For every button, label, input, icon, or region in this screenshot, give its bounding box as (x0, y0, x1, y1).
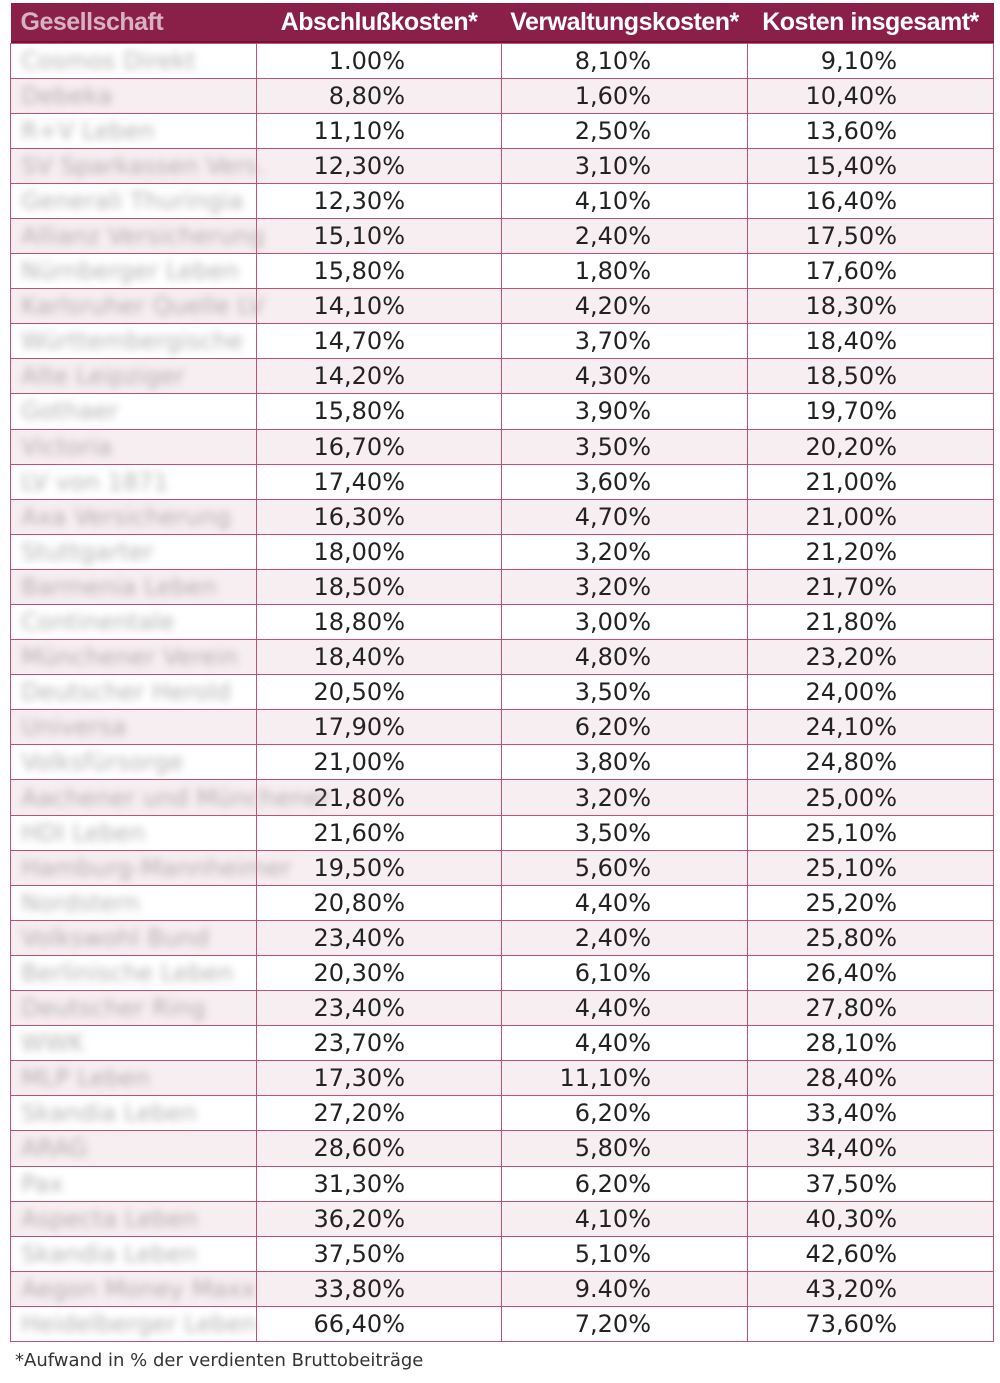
acquisition-cost-cell: 18,80% (257, 605, 502, 640)
company-name-blurred: Allianz Versicherung (21, 222, 265, 251)
acquisition-cost-cell: 28,60% (257, 1131, 502, 1166)
acquisition-cost-cell: 1.00% (257, 43, 502, 78)
total-cost-cell: 26,40% (748, 955, 994, 990)
company-name-cell (11, 710, 257, 745)
company-name-cell (11, 324, 257, 359)
company-name-blurred: R+V Leben (21, 116, 155, 145)
company-name-cell (11, 1096, 257, 1131)
company-name-cell (11, 605, 257, 640)
total-cost-cell: 21,00% (748, 499, 994, 534)
company-name-cell (11, 289, 265, 324)
company-name-cell (11, 78, 257, 113)
company-name-cell (11, 218, 265, 253)
acquisition-cost-cell: 8,80% (257, 78, 502, 113)
table-row (11, 1061, 994, 1096)
table-row (11, 1271, 994, 1306)
company-name-blurred: Continentale (21, 608, 175, 637)
admin-cost-cell: 3,00% (502, 605, 748, 640)
acquisition-cost-cell: 31,30% (257, 1166, 502, 1201)
total-cost-cell: 9,10% (748, 43, 994, 78)
admin-cost-cell: 3,60% (502, 464, 748, 499)
company-name-blurred: Alte Leipziger (21, 362, 185, 391)
table-row (11, 218, 994, 253)
total-cost-cell: 17,50% (748, 218, 994, 253)
header-admin-costs: Verwaltungskosten* (502, 3, 748, 43)
total-cost-cell: 25,20% (748, 885, 994, 920)
company-name-cell (11, 745, 257, 780)
table-row (11, 78, 994, 113)
table-header (11, 3, 994, 43)
company-name-blurred: Volkswohl Bund (21, 923, 210, 952)
admin-cost-cell: 3,50% (502, 815, 748, 850)
total-cost-cell: 34,40% (748, 1131, 994, 1166)
company-name-blurred: Deutscher Herold (21, 678, 231, 707)
table-row (11, 429, 994, 464)
company-name-blurred: Volksfürsorge (21, 748, 184, 777)
header-total-costs: Kosten insgesamt* (748, 3, 994, 43)
company-name-blurred: Axa Versicherung (21, 502, 232, 531)
table-row (11, 1166, 994, 1201)
total-cost-cell: 24,00% (748, 675, 994, 710)
admin-cost-cell: 4,30% (502, 359, 748, 394)
acquisition-cost-cell: 23,70% (257, 1026, 502, 1061)
table-row (11, 359, 994, 394)
company-name-cell (11, 1306, 257, 1341)
admin-cost-cell: 3,20% (502, 534, 748, 569)
company-name-cell (11, 499, 257, 534)
table-row (11, 991, 994, 1026)
admin-cost-cell: 3,20% (502, 569, 748, 604)
total-cost-cell: 10,40% (748, 78, 994, 113)
company-name-blurred: Aspecta Leben (21, 1204, 198, 1233)
company-name-blurred: Berlinische Leben (21, 958, 234, 987)
admin-cost-cell: 1,80% (502, 254, 748, 289)
acquisition-cost-cell: 17,30% (257, 1061, 502, 1096)
total-cost-cell: 21,00% (748, 464, 994, 499)
total-cost-cell: 25,80% (748, 920, 994, 955)
total-cost-cell: 17,60% (748, 254, 994, 289)
admin-cost-cell: 3,50% (502, 675, 748, 710)
admin-cost-cell: 3,90% (502, 394, 748, 429)
table-row (11, 148, 994, 183)
acquisition-cost-cell: 16,70% (257, 429, 502, 464)
acquisition-cost-cell: 16,30% (257, 499, 502, 534)
total-cost-cell: 40,30% (748, 1201, 994, 1236)
table-row (11, 955, 994, 990)
company-name-blurred: Skandia Leben (21, 1239, 197, 1268)
company-name-cell (11, 1236, 257, 1271)
company-name-blurred: Cosmos Direkt (21, 46, 196, 75)
acquisition-cost-cell: 20,30% (257, 955, 502, 990)
total-cost-cell: 21,20% (748, 534, 994, 569)
table-row (11, 183, 994, 218)
admin-cost-cell: 6,20% (502, 1166, 748, 1201)
acquisition-cost-cell: 14,10% (257, 289, 502, 324)
company-name-blurred: Debeka (21, 81, 113, 110)
company-name-blurred: Karlsruher Quelle LV (21, 292, 265, 321)
admin-cost-cell: 6,10% (502, 955, 748, 990)
cost-table-container (10, 3, 993, 1342)
header-acquisition-costs: Abschlußkosten* (257, 3, 502, 43)
admin-cost-cell: 4,40% (502, 1026, 748, 1061)
total-cost-cell: 18,50% (748, 359, 994, 394)
total-cost-cell: 19,70% (748, 394, 994, 429)
table-row (11, 113, 994, 148)
company-name-cell (11, 1061, 257, 1096)
company-name-cell (11, 43, 257, 78)
company-name-blurred: Pax (21, 1169, 64, 1198)
admin-cost-cell: 4,80% (502, 640, 748, 675)
acquisition-cost-cell: 12,30% (257, 148, 502, 183)
company-name-blurred: Victoria (21, 432, 113, 461)
company-name-blurred: Heidelberger Leben (21, 1309, 258, 1338)
total-cost-cell: 28,40% (748, 1061, 994, 1096)
admin-cost-cell: 4,10% (502, 183, 748, 218)
company-name-cell (11, 780, 331, 815)
table-row (11, 534, 994, 569)
admin-cost-cell: 4,10% (502, 1201, 748, 1236)
company-name-cell (11, 920, 257, 955)
acquisition-cost-cell: 37,50% (257, 1236, 502, 1271)
table-row (11, 1201, 994, 1236)
total-cost-cell: 43,20% (748, 1271, 994, 1306)
admin-cost-cell: 3,20% (502, 780, 748, 815)
total-cost-cell: 42,60% (748, 1236, 994, 1271)
acquisition-cost-cell: 11,10% (257, 113, 502, 148)
table-row (11, 1131, 994, 1166)
total-cost-cell: 21,80% (748, 605, 994, 640)
company-name-blurred: Generali Thuringia (21, 186, 244, 215)
acquisition-cost-cell: 66,40% (257, 1306, 502, 1341)
company-name-blurred: Hamburg-Mannheimer (21, 853, 292, 882)
acquisition-cost-cell: 15,80% (257, 254, 502, 289)
company-name-blurred: Aegon Money Maxx (21, 1274, 256, 1303)
total-cost-cell: 24,10% (748, 710, 994, 745)
admin-cost-cell: 2,50% (502, 113, 748, 148)
table-row (11, 815, 994, 850)
admin-cost-cell: 5,60% (502, 850, 748, 885)
company-name-cell (11, 569, 257, 604)
total-cost-cell: 18,40% (748, 324, 994, 359)
acquisition-cost-cell: 20,80% (257, 885, 502, 920)
table-row (11, 324, 994, 359)
header-row (11, 3, 994, 43)
admin-cost-cell: 4,40% (502, 991, 748, 1026)
company-name-cell (11, 394, 257, 429)
company-name-cell (11, 464, 257, 499)
table-row (11, 569, 994, 604)
company-name-cell (11, 885, 257, 920)
admin-cost-cell: 11,10% (502, 1061, 748, 1096)
acquisition-cost-cell: 15,80% (257, 394, 502, 429)
acquisition-cost-cell: 12,30% (257, 183, 502, 218)
company-name-cell (11, 991, 257, 1026)
admin-cost-cell: 5,80% (502, 1131, 748, 1166)
admin-cost-cell: 2,40% (502, 218, 748, 253)
total-cost-cell: 33,40% (748, 1096, 994, 1131)
company-name-blurred: MLP Leben (21, 1064, 151, 1093)
total-cost-cell: 27,80% (748, 991, 994, 1026)
table-row (11, 499, 994, 534)
total-cost-cell: 16,40% (748, 183, 994, 218)
total-cost-cell: 20,20% (748, 429, 994, 464)
company-name-blurred: WWK (21, 1029, 85, 1058)
admin-cost-cell: 3,80% (502, 745, 748, 780)
company-name-blurred: Universa (21, 713, 127, 742)
total-cost-cell: 13,60% (748, 113, 994, 148)
admin-cost-cell: 2,40% (502, 920, 748, 955)
total-cost-cell: 18,30% (748, 289, 994, 324)
company-name-cell (11, 1026, 257, 1061)
total-cost-cell: 37,50% (748, 1166, 994, 1201)
acquisition-cost-cell: 23,40% (257, 991, 502, 1026)
company-name-cell (11, 254, 257, 289)
table-row (11, 745, 994, 780)
company-name-cell (11, 1271, 257, 1306)
header-company: Gesellschaft (11, 3, 257, 43)
company-name-blurred: ARAG (21, 1134, 88, 1163)
table-row (11, 254, 994, 289)
admin-cost-cell: 6,20% (502, 710, 748, 745)
total-cost-cell: 21,70% (748, 569, 994, 604)
company-name-cell (11, 955, 257, 990)
company-name-blurred: Barmenia Leben (21, 572, 217, 601)
admin-cost-cell: 3,50% (502, 429, 748, 464)
company-name-cell (11, 815, 257, 850)
company-name-blurred: Skandia Leben (21, 1099, 197, 1128)
total-cost-cell: 28,10% (748, 1026, 994, 1061)
acquisition-cost-cell: 27,20% (257, 1096, 502, 1131)
table-row (11, 675, 994, 710)
acquisition-cost-cell: 21,00% (257, 745, 502, 780)
table-row (11, 464, 994, 499)
table-body (11, 43, 994, 1341)
acquisition-cost-cell: 18,00% (257, 534, 502, 569)
table-row (11, 1096, 994, 1131)
company-name-blurred: Münchener Verein (21, 643, 239, 672)
table-row (11, 710, 994, 745)
company-name-blurred: Gothaer (21, 397, 119, 426)
acquisition-cost-cell: 17,90% (257, 710, 502, 745)
company-name-cell (11, 1131, 257, 1166)
acquisition-cost-cell: 21,60% (257, 815, 502, 850)
admin-cost-cell: 8,10% (502, 43, 748, 78)
company-name-blurred: SV Sparkassen Vers. (21, 151, 266, 180)
company-name-cell (11, 113, 257, 148)
admin-cost-cell: 3,10% (502, 148, 748, 183)
admin-cost-cell: 9.40% (502, 1271, 748, 1306)
company-name-cell (11, 640, 257, 675)
acquisition-cost-cell: 33,80% (257, 1271, 502, 1306)
admin-cost-cell: 1,60% (502, 78, 748, 113)
acquisition-cost-cell: 15,10% (257, 218, 502, 253)
table-row (11, 1306, 994, 1341)
total-cost-cell: 24,80% (748, 745, 994, 780)
company-name-cell (11, 675, 257, 710)
table-row (11, 289, 994, 324)
table-row (11, 885, 994, 920)
company-name-cell (11, 534, 257, 569)
acquisition-cost-cell: 36,20% (257, 1201, 502, 1236)
table-row (11, 394, 994, 429)
company-name-blurred: Württembergische (21, 327, 243, 356)
company-name-cell (11, 183, 257, 218)
acquisition-cost-cell: 14,70% (257, 324, 502, 359)
total-cost-cell: 73,60% (748, 1306, 994, 1341)
acquisition-cost-cell: 17,40% (257, 464, 502, 499)
company-name-cell (11, 850, 292, 885)
table-row (11, 780, 994, 815)
admin-cost-cell: 7,20% (502, 1306, 748, 1341)
acquisition-cost-cell: 23,40% (257, 920, 502, 955)
total-cost-cell: 25,10% (748, 815, 994, 850)
table-row (11, 850, 994, 885)
admin-cost-cell: 4,70% (502, 499, 748, 534)
total-cost-cell: 15,40% (748, 148, 994, 183)
acquisition-cost-cell: 18,40% (257, 640, 502, 675)
table-row (11, 605, 994, 640)
admin-cost-cell: 6,20% (502, 1096, 748, 1131)
table-row (11, 1026, 994, 1061)
company-name-blurred: Stuttgarter (21, 537, 154, 566)
total-cost-cell: 25,00% (748, 780, 994, 815)
company-name-cell (11, 359, 257, 394)
table-row (11, 43, 994, 78)
company-name-cell (11, 429, 257, 464)
company-name-blurred: Deutscher Ring (21, 994, 206, 1023)
admin-cost-cell: 5,10% (502, 1236, 748, 1271)
company-name-blurred: Nordstern (21, 888, 140, 917)
company-name-cell (11, 1166, 257, 1201)
company-name-blurred: HDI Leben (21, 818, 146, 847)
footnote: *Aufwand in % der verdienten Bruttobeiträge (15, 1350, 424, 1371)
acquisition-cost-cell: 14,20% (257, 359, 502, 394)
company-name-blurred: Nürnberger Leben (21, 257, 239, 286)
acquisition-cost-cell: 19,50% (257, 850, 502, 885)
table-row (11, 920, 994, 955)
insurance-cost-table (10, 3, 994, 1342)
table-row (11, 1236, 994, 1271)
company-name-cell (11, 1201, 257, 1236)
total-cost-cell: 25,10% (748, 850, 994, 885)
company-name-blurred: LV von 1871 (21, 467, 169, 496)
company-name-cell (11, 148, 266, 183)
acquisition-cost-cell: 18,50% (257, 569, 502, 604)
admin-cost-cell: 4,40% (502, 885, 748, 920)
acquisition-cost-cell: 20,50% (257, 675, 502, 710)
admin-cost-cell: 3,70% (502, 324, 748, 359)
total-cost-cell: 23,20% (748, 640, 994, 675)
company-name-blurred: Aachener und Münchener (21, 783, 331, 812)
table-row (11, 640, 994, 675)
acquisition-cost-cell: 21,80% (257, 780, 502, 815)
admin-cost-cell: 4,20% (502, 289, 748, 324)
